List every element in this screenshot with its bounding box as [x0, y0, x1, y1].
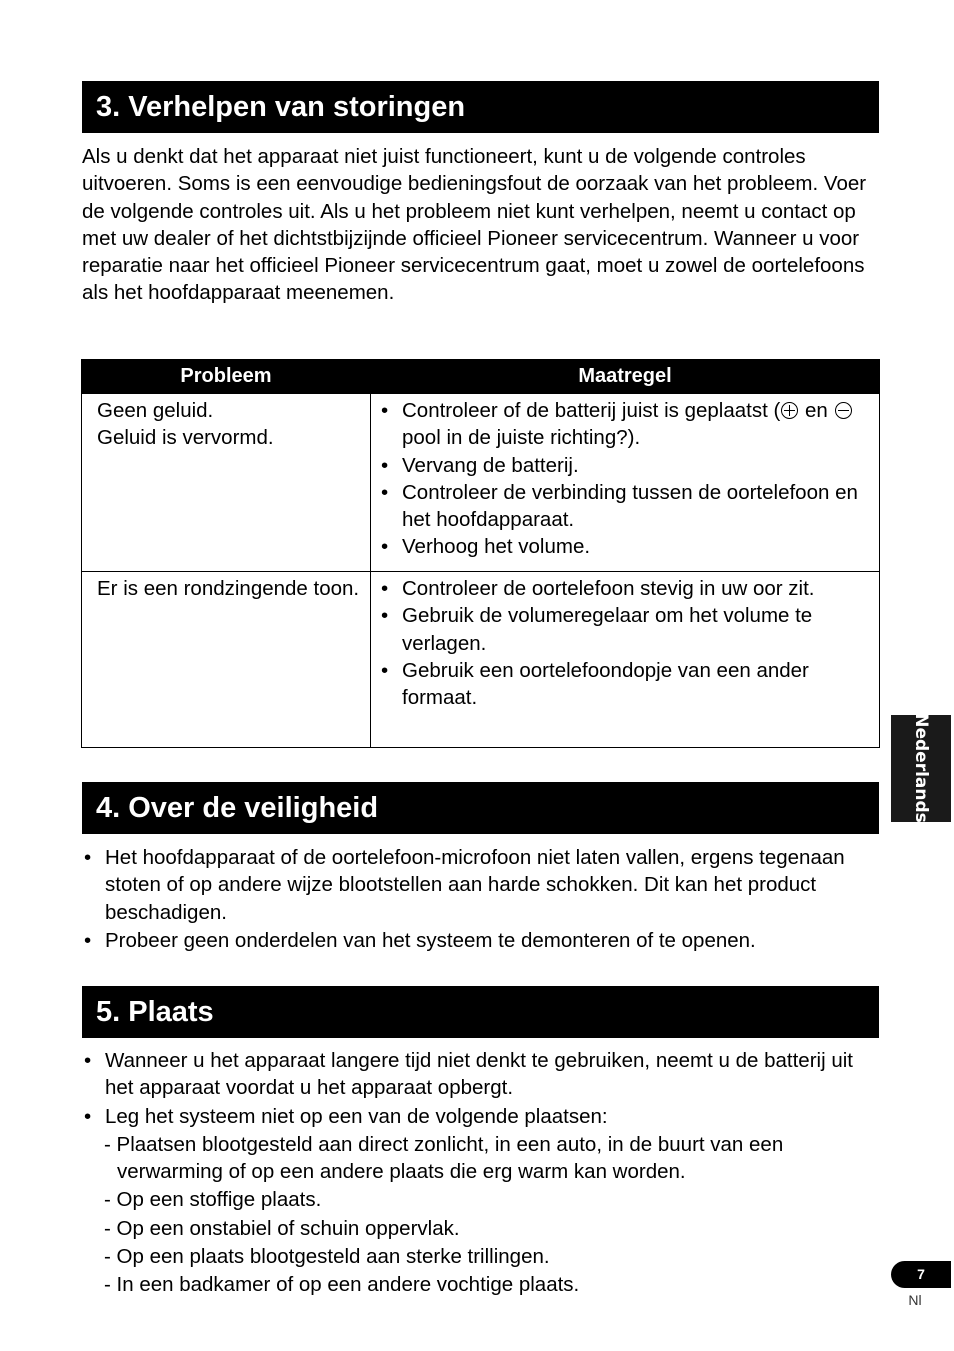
list-item: • Probeer geen onderdelen van het systeem te demonteren of te openen.: [82, 927, 882, 954]
language-code: Nl: [908, 1292, 922, 1308]
problem-text: Geluid is vervormd.: [97, 426, 274, 450]
sub-list-item: - Op een onstabiel of schuin oppervlak.: [104, 1216, 460, 1240]
intro-paragraph: Als u denkt dat het apparaat niet juist functioneert, kunt u de volgende controles uitvoeren. Soms is een eenvoudige bedieningsfout de oorzaak van het probleem. Voer de volgende controles uit. Als u het probleem niet kunt verhelpen, neemt u contact op met uw dealer of het dichtstbijzijnde officieel Pioneer servicecentrum. Wanneer u voor reparatie naar het officieel Pioneer servicecentrum gaat, moet u zowel de oortelefoons als het hoofdapparaat meenemen.: [82, 145, 867, 305]
action-cell: [371, 572, 880, 748]
action-item: • Verhoog het volume.: [379, 533, 871, 560]
plus-circle-icon: [781, 402, 798, 419]
column-header-problem: Probleem: [82, 360, 371, 394]
table-header-row: [82, 360, 880, 394]
page-number: 7: [891, 1261, 951, 1288]
troubleshooting-table: [81, 359, 880, 748]
problem-text: Geen geluid.: [97, 399, 214, 422]
section-title-safety: 4. Over de veiligheid: [82, 782, 879, 834]
problem-cell: [82, 572, 371, 748]
action-item: • Controleer de oortelefoon stevig in uw oor zit.: [379, 575, 871, 602]
problem-cell: [82, 394, 371, 572]
safety-list: [82, 844, 882, 954]
list-item: • Wanneer u het apparaat langere tijd niet denkt te gebruiken, neemt u de batterij uit het apparaat voordat u het apparaat opbergt.: [82, 1047, 882, 1102]
action-cell: [371, 394, 880, 572]
list-item: • Het hoofdapparaat of de oortelefoon-microfoon niet laten vallen, ergens tegenaan stoten of op andere wijze blootstellen aan harde schokken. Dit kan het product beschadigen.: [82, 844, 882, 926]
sub-list-item: - In een badkamer of op een andere vochtige plaats.: [104, 1273, 580, 1297]
problem-text: Er is een rondzingende toon.: [97, 577, 360, 600]
section-title-placement: 5. Plaats: [82, 986, 879, 1038]
sub-list-item: - Op een plaats blootgesteld aan sterke trillingen.: [104, 1245, 550, 1269]
section-title-troubleshooting: 3. Verhelpen van storingen: [82, 81, 879, 133]
action-item: • Gebruik een oortelefoondopje van een ander formaat.: [379, 657, 871, 712]
list-item: • Leg het systeem niet op een van de volgende plaatsen:: [82, 1103, 882, 1130]
language-tab-label: Nederlands: [911, 713, 931, 823]
sub-list-item: - Plaatsen blootgesteld aan direct zonlicht, in een auto, in de buurt van een verwarming of op een andere plaats die erg warm kan worden.: [104, 1132, 784, 1184]
action-item: • Controleer of de batterij juist is geplaatst ( en pool in de juiste richting?).: [379, 397, 871, 452]
minus-circle-icon: [835, 402, 852, 419]
action-item: • Gebruik de volumeregelaar om het volume te verlagen.: [379, 602, 871, 657]
action-item: • Controleer de verbinding tussen de oortelefoon en het hoofdapparaat.: [379, 479, 871, 534]
table-row: [82, 394, 880, 572]
language-side-tab: [891, 715, 951, 822]
column-header-action: Maatregel: [371, 360, 880, 394]
table-row: [82, 572, 880, 748]
placement-list: [82, 1047, 882, 1299]
sub-list-item: - Op een stoffige plaats.: [104, 1188, 322, 1212]
action-item: • Vervang de batterij.: [379, 452, 871, 479]
